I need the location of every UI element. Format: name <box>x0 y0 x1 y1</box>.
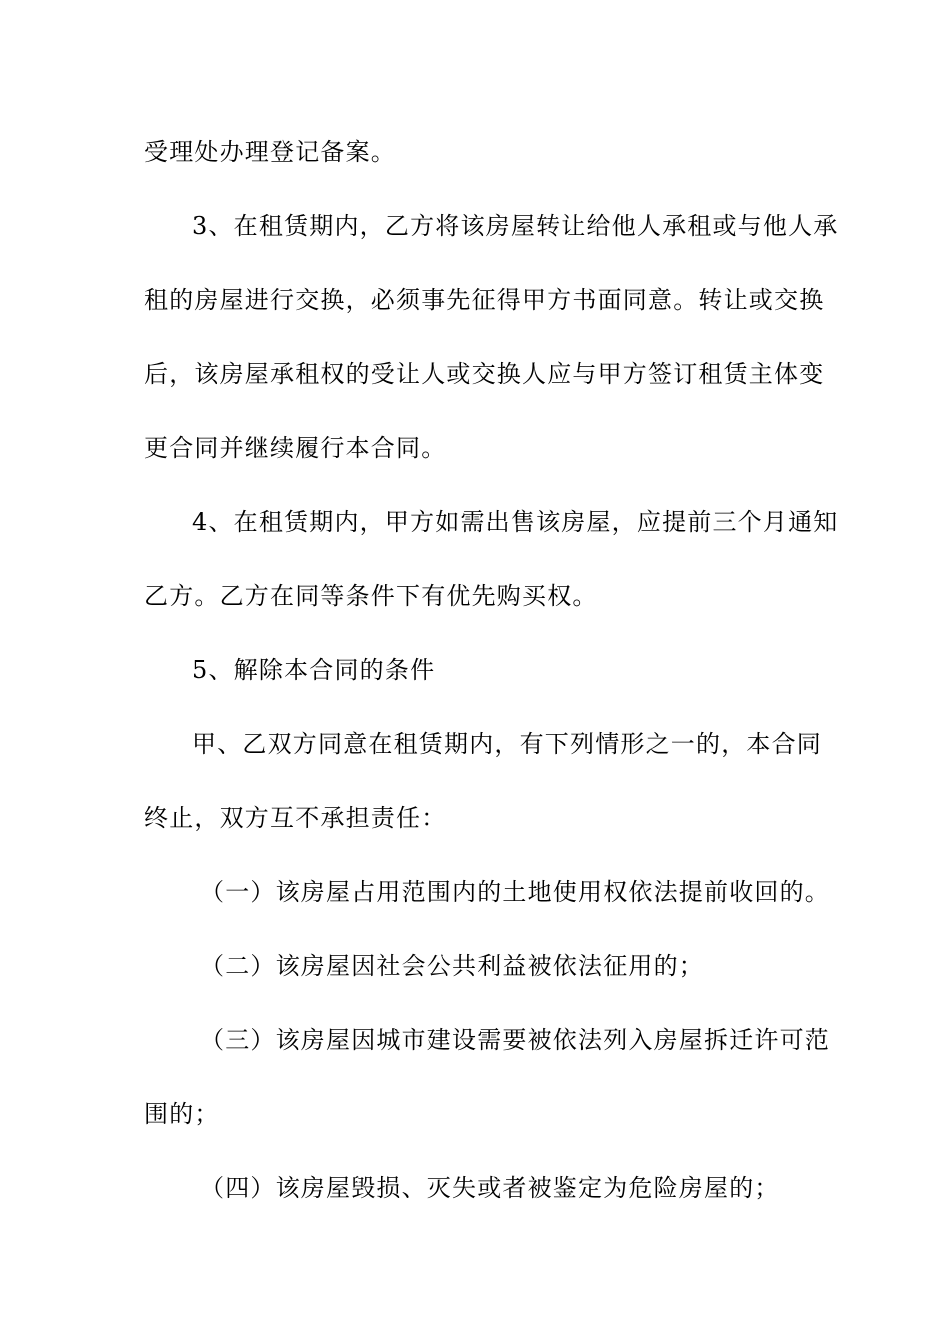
text-line: 后，该房屋承租权的受让人或交换人应与甲方签订租赁主体变 <box>144 360 825 388</box>
text-line: 终止，双方互不承担责任： <box>144 804 447 832</box>
text-line: 乙方。乙方在同等条件下有优先购买权。 <box>144 582 598 610</box>
clause-3-line: 3、在租赁期内，乙方将该房屋转让给他人承租或与他人承 <box>192 212 839 240</box>
condition-1: （一）该房屋占用范围内的土地使用权依法提前收回的。 <box>200 878 830 906</box>
condition-4: （四）该房屋毁损、灭失或者被鉴定为危险房屋的； <box>200 1174 780 1202</box>
text-line: 更合同并继续履行本合同。 <box>144 434 447 462</box>
text-line: 受理处办理登记备案。 <box>144 138 396 166</box>
clause-5-heading: 5、解除本合同的条件 <box>192 656 436 684</box>
text-line: 围的； <box>144 1100 220 1128</box>
text-line: 甲、乙双方同意在租赁期内，有下列情形之一的，本合同 <box>192 730 822 758</box>
text-line: 租的房屋进行交换，必须事先征得甲方书面同意。转让或交换 <box>144 286 825 314</box>
condition-3: （三）该房屋因城市建设需要被依法列入房屋拆迁许可范 <box>200 1026 830 1054</box>
clause-4-line: 4、在租赁期内，甲方如需出售该房屋，应提前三个月通知 <box>192 508 839 536</box>
condition-2: （二）该房屋因社会公共利益被依法征用的； <box>200 952 704 980</box>
